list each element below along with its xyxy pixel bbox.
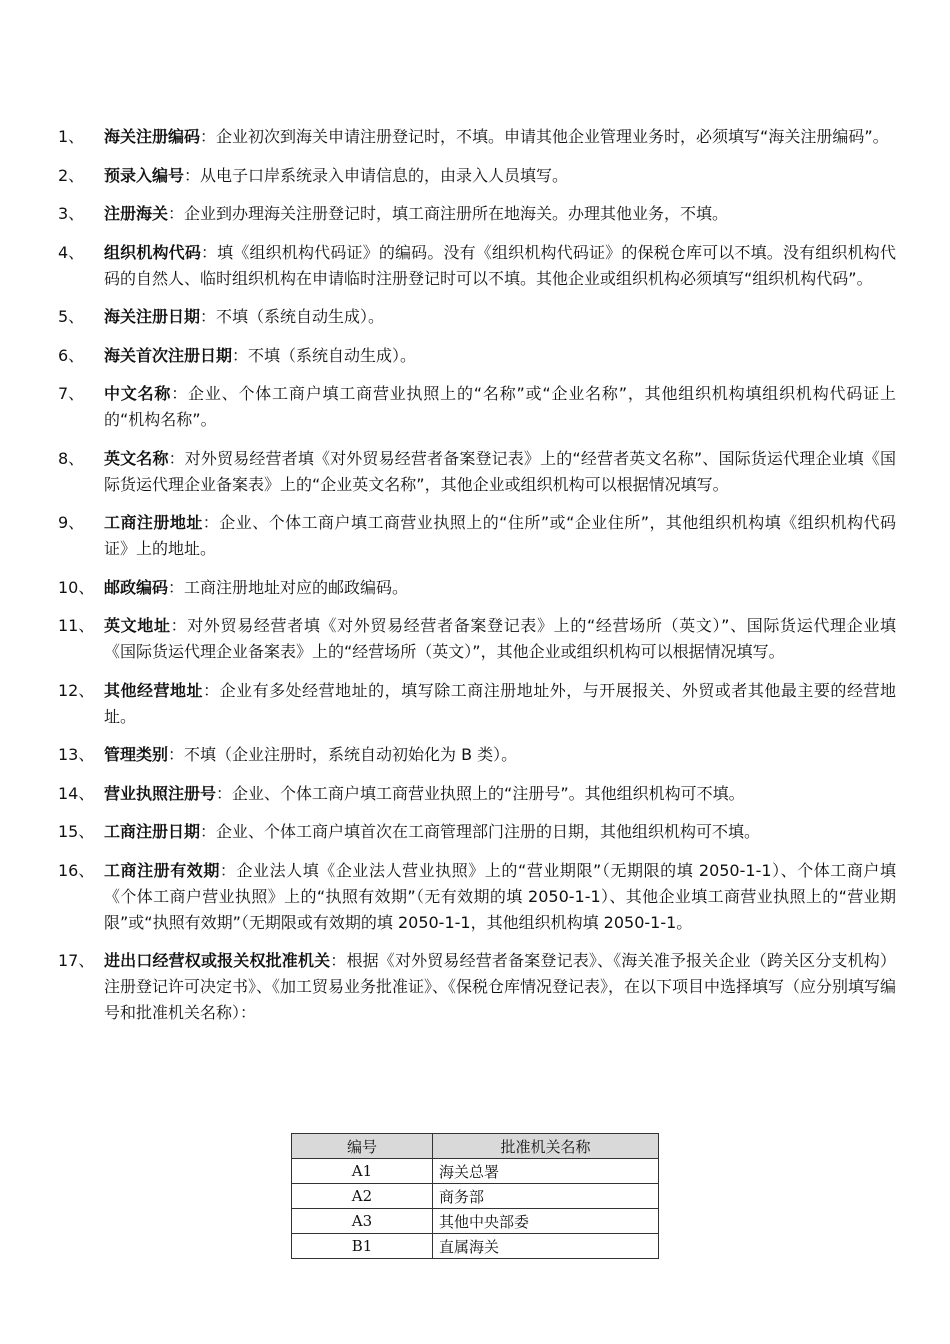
term-separator: ：	[219, 860, 237, 880]
item-number: 12、	[58, 680, 95, 700]
item-number: 6、	[58, 345, 85, 365]
authority-name: 直属海关	[433, 1234, 659, 1259]
list-item	[58, 201, 896, 227]
table-header-row	[292, 1134, 659, 1159]
item-body	[104, 304, 896, 330]
list-item	[58, 678, 896, 730]
term-separator: ：	[330, 951, 347, 970]
field-term: 注册海关	[104, 204, 169, 223]
item-body	[104, 381, 896, 433]
field-description: 从电子口岸系统录入申请信息的，由录入人员填写。	[200, 165, 569, 185]
item-body	[104, 613, 896, 665]
item-number: 4、	[58, 242, 85, 262]
field-term: 英文名称	[104, 448, 169, 468]
field-description: 企业法人填《企业法人营业执照》上的“营业期限”（无期限的填 2050-1-1）、个体工商户填《个体工商户营业执照》上的“执照有效期”（无有效期的填 2050-1-1）、其他企业填工商营业执照上的“营业期限”或“执照有效期”（无期限或有效期的填 2050-1-1，其他组织机构填 2050-1-1。	[104, 860, 896, 932]
term-separator: ：	[168, 577, 185, 597]
table-row	[292, 1234, 659, 1259]
term-separator: ：	[216, 783, 233, 803]
field-term: 邮政编码	[104, 577, 169, 597]
item-body	[104, 124, 896, 150]
list-item	[58, 124, 896, 150]
item-number: 9、	[58, 513, 85, 532]
term-separator: ：	[171, 384, 189, 403]
item-body	[104, 240, 896, 292]
item-number: 10、	[58, 577, 95, 597]
item-body	[104, 343, 896, 369]
item-number: 3、	[58, 204, 85, 223]
field-instructions-list	[58, 124, 896, 1039]
field-term: 海关注册日期	[104, 307, 201, 326]
term-separator: ：	[232, 345, 249, 365]
item-body	[104, 948, 896, 1026]
item-body	[104, 201, 896, 227]
field-description: 企业、个体工商户填工商营业执照上的“注册号”。其他组织机构可不填。	[232, 783, 745, 803]
table-row	[292, 1159, 659, 1184]
authority-code: B1	[292, 1234, 433, 1259]
column-header-authority: 批准机关名称	[433, 1134, 659, 1159]
item-number: 13、	[58, 745, 95, 764]
list-item	[58, 510, 896, 562]
list-item	[58, 781, 896, 807]
approval-authority-table	[291, 1133, 659, 1259]
term-separator: ：	[202, 513, 220, 532]
authority-name: 商务部	[433, 1184, 659, 1209]
item-body	[104, 858, 896, 936]
field-term: 管理类别	[104, 745, 169, 764]
item-number: 2、	[58, 165, 85, 185]
item-number: 16、	[58, 860, 95, 880]
field-description: 企业有多处经营地址的，填写除工商注册地址外，与开展报关、外贸或者其他最主要的经营地址。	[104, 680, 896, 726]
field-term: 英文地址	[104, 616, 171, 635]
list-item	[58, 819, 896, 845]
field-description: 对外贸易经营者填《对外贸易经营者备案登记表》上的“经营者英文名称”、国际货运代理企业填《国际货运代理企业备案表》上的“企业英文名称”，其他企业或组织机构可以根据情况填写。	[104, 448, 896, 494]
item-body	[104, 678, 896, 730]
list-item	[58, 575, 896, 601]
list-item	[58, 304, 896, 330]
item-body	[104, 742, 896, 768]
table-row	[292, 1209, 659, 1234]
field-description: 填《组织机构代码证》的编码。没有《组织机构代码证》的保税仓库可以不填。没有组织机构代码的自然人、临时组织机构在申请临时注册登记时可以不填。其他企业或组织机构必须填写“组织机构代码”。	[104, 242, 896, 288]
item-number: 11、	[58, 616, 95, 635]
authority-code: A2	[292, 1184, 433, 1209]
field-description: 企业初次到海关申请注册登记时，不填。申请其他企业管理业务时，必须填写“海关注册编码”。	[216, 127, 889, 146]
item-number: 5、	[58, 307, 85, 326]
field-term: 工商注册有效期	[104, 860, 220, 880]
item-number: 14、	[58, 783, 95, 803]
item-body	[104, 510, 896, 562]
field-term: 工商注册地址	[104, 513, 203, 532]
term-separator: ：	[200, 822, 217, 841]
item-number: 1、	[58, 127, 85, 146]
list-item	[58, 381, 896, 433]
list-item	[58, 858, 896, 936]
term-separator: ：	[184, 165, 201, 185]
term-separator: ：	[200, 127, 217, 146]
term-separator: ：	[170, 616, 188, 635]
field-term: 海关首次注册日期	[104, 345, 233, 365]
item-number: 7、	[58, 384, 85, 403]
item-number: 17、	[58, 951, 95, 970]
item-number: 15、	[58, 822, 95, 841]
authority-code: A3	[292, 1209, 433, 1234]
term-separator: ：	[168, 448, 185, 468]
term-separator: ：	[201, 242, 218, 262]
item-body	[104, 781, 896, 807]
field-description: 对外贸易经营者填《对外贸易经营者备案登记表》上的“经营场所（英文）”、国际货运代理企业填《国际货运代理企业备案表》上的“经营场所（英文）”，其他企业或组织机构可以根据情况填写。	[104, 616, 896, 661]
list-item	[58, 446, 896, 498]
item-number: 8、	[58, 448, 85, 468]
column-header-code: 编号	[292, 1134, 433, 1159]
list-item	[58, 742, 896, 768]
field-description: 企业、个体工商户填工商营业执照上的“住所”或“企业住所”，其他组织机构填《组织机构代码证》上的地址。	[104, 513, 896, 558]
list-item	[58, 613, 896, 665]
field-description: 不填（企业注册时，系统自动初始化为 B 类）。	[184, 745, 518, 764]
authority-name: 其他中央部委	[433, 1209, 659, 1234]
field-description: 企业、个体工商户填工商营业执照上的“名称”或“企业名称”，其他组织机构填组织机构代码证上的“机构名称”。	[104, 384, 896, 429]
field-description: 企业、个体工商户填首次在工商管理部门注册的日期，其他组织机构可不填。	[216, 822, 761, 841]
authority-code: A1	[292, 1159, 433, 1184]
list-item	[58, 343, 896, 369]
term-separator: ：	[203, 680, 220, 700]
field-term: 营业执照注册号	[104, 783, 217, 803]
field-description: 不填（系统自动生成）。	[248, 345, 417, 365]
field-term: 进出口经营权或报关权批准机关	[104, 951, 331, 970]
field-term: 预录入编号	[104, 165, 185, 185]
field-description: 不填（系统自动生成）。	[216, 307, 385, 326]
term-separator: ：	[168, 204, 185, 223]
list-item	[58, 163, 896, 189]
item-body	[104, 163, 896, 189]
term-separator: ：	[200, 307, 217, 326]
field-description: 工商注册地址对应的邮政编码。	[184, 577, 409, 597]
field-term: 中文名称	[104, 384, 172, 403]
list-item	[58, 240, 896, 292]
field-term: 组织机构代码	[104, 242, 201, 262]
list-item	[58, 948, 896, 1026]
item-body	[104, 575, 896, 601]
field-term: 其他经营地址	[104, 680, 204, 700]
field-term: 工商注册日期	[104, 822, 201, 841]
field-description: 根据《对外贸易经营者备案登记表》、《海关准予报关企业（跨关区分支机构）注册登记许可决定书》、《加工贸易业务批准证》、《保税仓库情况登记表》，在以下项目中选择填写（应分别填写编号和批准机关名称）：	[104, 951, 897, 1022]
table-row	[292, 1184, 659, 1209]
item-body	[104, 446, 896, 498]
authority-name: 海关总署	[433, 1159, 659, 1184]
item-body	[104, 819, 896, 845]
term-separator: ：	[168, 745, 185, 764]
field-term: 海关注册编码	[104, 127, 201, 146]
field-description: 企业到办理海关注册登记时，填工商注册所在地海关。办理其他业务，不填。	[184, 204, 729, 223]
